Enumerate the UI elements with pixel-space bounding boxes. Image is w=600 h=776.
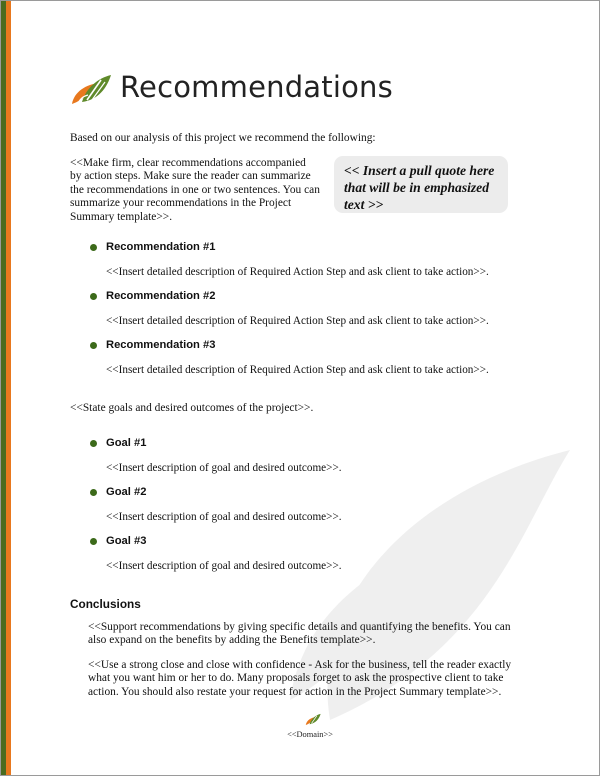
pull-quote: << Insert a pull quote here that will be in emphasized text >> — [334, 156, 508, 213]
conclusions-paragraph: <<Support recommendations by giving specific details and quantifying the benefits. You can also expand on the benefits by adding the Benefits template>>. — [88, 621, 511, 647]
page-title: Recommendations — [120, 70, 393, 104]
intro-paragraph: Based on our analysis of this project we recommend the following: — [70, 132, 376, 144]
goal-heading: Goal #1 — [106, 437, 147, 449]
goal-heading: Goal #3 — [106, 535, 147, 547]
recommendation-description: <<Insert detailed description of Required Action Step and ask client to take action>>. — [106, 364, 489, 376]
recommendation-heading: Recommendation #1 — [106, 241, 216, 253]
recommendation-description: <<Insert detailed description of Required Action Step and ask client to take action>>. — [106, 266, 489, 278]
goal-description: <<Insert description of goal and desired outcome>>. — [106, 511, 342, 523]
bullet-dot-icon — [90, 489, 97, 496]
goals-intro-paragraph: <<State goals and desired outcomes of the project>>. — [70, 402, 314, 414]
goal-heading: Goal #2 — [106, 486, 147, 498]
bullet-dot-icon — [90, 244, 97, 251]
conclusions-heading: Conclusions — [70, 597, 141, 611]
recommendation-heading: Recommendation #3 — [106, 339, 216, 351]
bullet-dot-icon — [90, 342, 97, 349]
bullet-dot-icon — [90, 440, 97, 447]
footer-logo-icon — [305, 713, 321, 727]
conclusions-paragraph: <<Use a strong close and close with confidence - Ask for the business, tell the reader exactly what you want him or her to do. Many proposals forget to ask the prospective client to take action. You should also restate your request for action in the Project Summary template>>. — [88, 659, 512, 698]
goal-description: <<Insert description of goal and desired outcome>>. — [106, 560, 342, 572]
recommendation-description: <<Insert detailed description of Required Action Step and ask client to take action>>. — [106, 315, 489, 327]
lead-note-paragraph: <<Make firm, clear recommendations accompanied by action steps. Make sure the reader can summarize the recommendations in one or two sentences. You can summarize your recommendations in the Project Summary template>>. — [70, 157, 320, 223]
bullet-dot-icon — [90, 538, 97, 545]
recommendation-heading: Recommendation #2 — [106, 290, 216, 302]
leaf-fork-logo-icon — [70, 74, 112, 108]
bullet-dot-icon — [90, 293, 97, 300]
goal-description: <<Insert description of goal and desired outcome>>. — [106, 462, 342, 474]
footer-domain: <<Domain>> — [287, 730, 333, 739]
left-stripe-orange — [6, 1, 11, 775]
